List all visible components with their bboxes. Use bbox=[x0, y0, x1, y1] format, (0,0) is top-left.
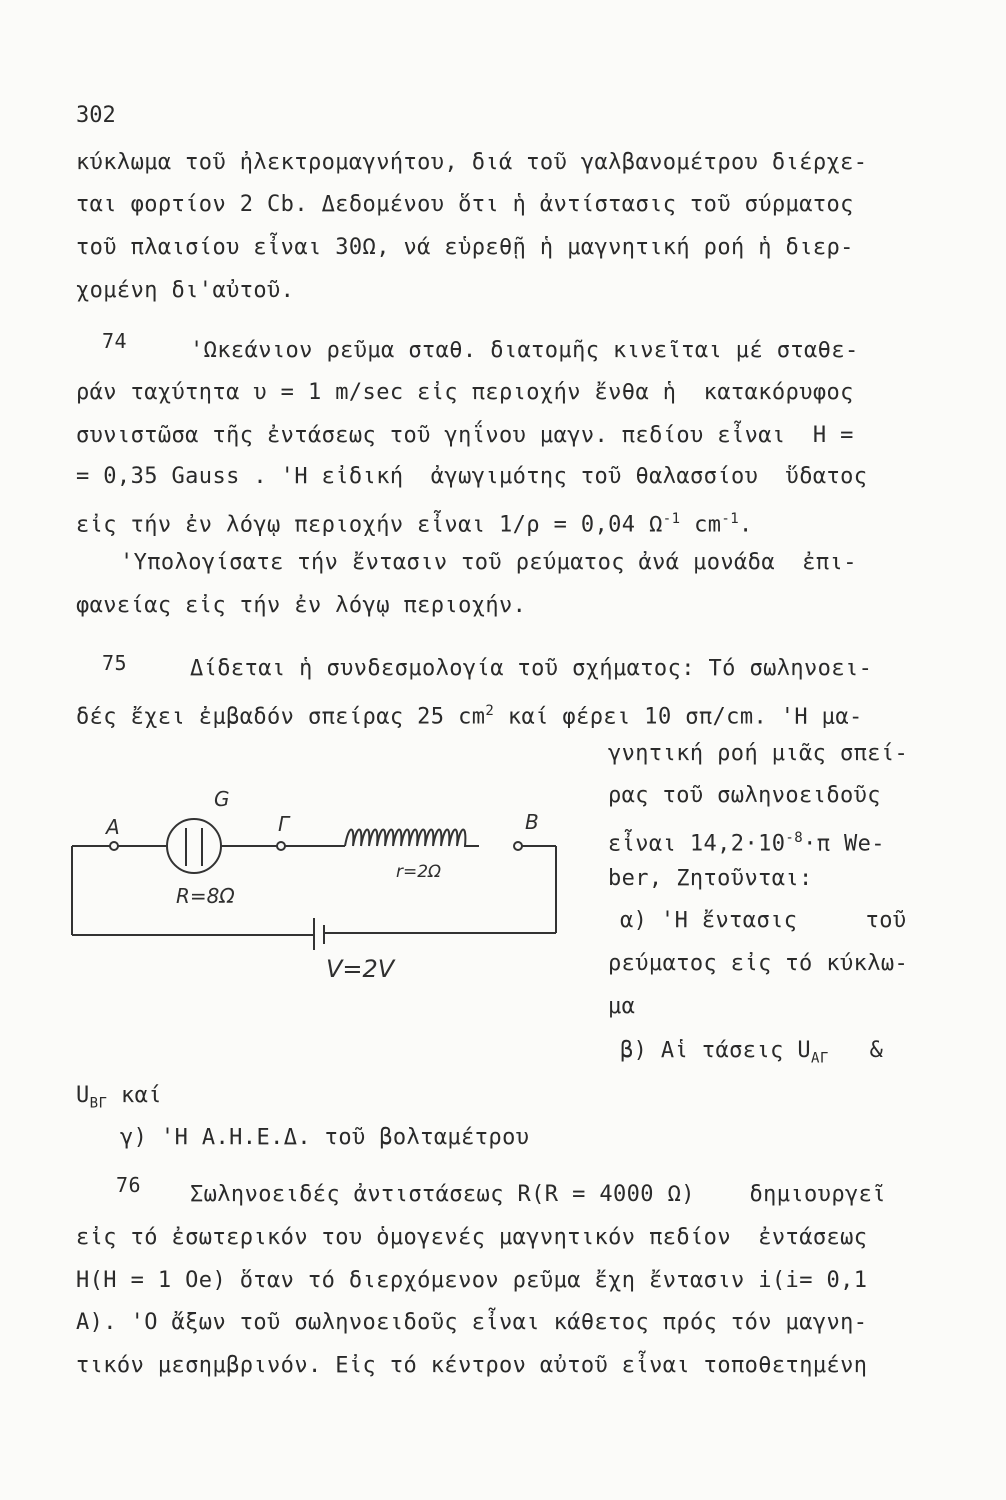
text-line: φανείας εἰς τήν ἐν λόγῳ περιοχήν. bbox=[76, 593, 527, 618]
text-line: ber, Ζητοῦνται: bbox=[608, 866, 813, 891]
text-line: χομένη δι'αὐτοῦ. bbox=[76, 278, 295, 303]
superscript: -1 bbox=[662, 511, 681, 527]
text-span: β) Αἱ τάσεις U bbox=[620, 1038, 812, 1063]
subscript: BΓ bbox=[89, 1095, 108, 1112]
text-line: κύκλωμα τοῦ ἠλεκτρομαγνήτου, διά τοῦ γαλβανομέτρου διέρχε- bbox=[76, 150, 868, 175]
label-voltage: V=2V bbox=[326, 955, 395, 983]
label-coil-resistance: r=2Ω bbox=[396, 862, 442, 882]
label-galvanometer: G bbox=[214, 787, 230, 811]
text-line: εἰς τό ἐσωτερικόν του ὁμογενές μαγνητικόν πεδίον ἐντάσεως bbox=[76, 1225, 868, 1250]
text-span: εἰς τήν ἐν λόγῳ περιοχήν εἶναι 1/ρ = 0,04 Ω bbox=[76, 512, 663, 538]
terminal-gamma bbox=[277, 842, 285, 850]
label-gamma: Γ bbox=[278, 812, 290, 836]
text-span: cm bbox=[680, 512, 722, 538]
text-span: & bbox=[828, 1038, 884, 1063]
text-line: = 0,35 Gauss . 'Η εἰδική ἀγωγιμότης τοῦ θαλασσίου ὕδατος bbox=[76, 464, 868, 489]
text-span: . bbox=[739, 512, 753, 538]
page-number: 302 bbox=[76, 103, 116, 128]
text-span: καί φέρει 10 σπ/cm. 'Η μα- bbox=[494, 704, 863, 730]
terminal-b bbox=[514, 842, 522, 850]
superscript: -1 bbox=[721, 511, 740, 527]
text-line: H(H = 1 Oe) ὅταν τό διερχόμενον ρεῦμα ἔχη ἔντασιν i(i= 0,1 bbox=[76, 1268, 868, 1293]
text-line: 'Υπολογίσατε τήν ἔντασιν τοῦ ρεύματος ἀνά μονάδα ἐπι- bbox=[120, 550, 857, 575]
label-b: B bbox=[525, 810, 539, 834]
text-line: τικόν μεσημβρινόν. Εἰς τό κέντρον αὐτοῦ εἶναι τοποθετημένη bbox=[76, 1353, 868, 1378]
superscript: 2 bbox=[485, 703, 495, 719]
text-line: A). 'O ἄξων τοῦ σωληνοειδοῦς εἶναι κάθετος πρός τόν μαγνη- bbox=[76, 1310, 868, 1335]
text-span: δές ἔχει ἐμβαδόν σπείρας 25 cm bbox=[76, 704, 486, 730]
problem-number-75: 75 bbox=[102, 651, 127, 675]
solenoid-coil bbox=[345, 830, 479, 847]
text-line: ται φορτίον 2 Cb. Δεδομένου ὅτι ἡ ἀντίστασις τοῦ σύρματος bbox=[76, 192, 854, 217]
text-span: ·π We- bbox=[803, 831, 885, 857]
text-line: ρεύματος εἰς τό κύκλω- bbox=[608, 951, 909, 976]
text-line: συνιστῶσα τῆς ἐντάσεως τοῦ γηΐνου μαγν. πεδίου εἶναι H = bbox=[76, 423, 854, 448]
text-span: U bbox=[76, 1083, 90, 1108]
problem-number-74: 74 bbox=[102, 329, 127, 353]
text-line: τοῦ πλαισίου εἶναι 30Ω, νά εὑρεθῇ ἡ μαγνητική ροή ἡ διερ- bbox=[76, 235, 854, 260]
text-line: γνητική ροή μιᾶς σπεί- bbox=[608, 741, 909, 766]
label-a: A bbox=[106, 815, 120, 839]
text-line: Δίδεται ἡ συνδεσμολογία τοῦ σχήματος: Τό σωληνοει- bbox=[190, 656, 873, 681]
text-line: ράν ταχύτητα υ = 1 m/sec εἰς περιοχήν ἔνθα ἡ κατακόρυφος bbox=[76, 380, 854, 405]
text-line: γ) 'Η Α.Η.Ε.Δ. τοῦ βολταμέτρου bbox=[120, 1125, 530, 1150]
text-line: μα bbox=[608, 994, 636, 1019]
text-line: Σωληνοειδές ἀντιστάσεως R(R = 4000 Ω) δημιουργεῖ bbox=[190, 1182, 886, 1207]
text-span: καί bbox=[107, 1083, 162, 1108]
label-resistance-r: R=8Ω bbox=[176, 884, 235, 908]
text-line: ρας τοῦ σωληνοειδοῦς bbox=[608, 783, 881, 808]
text-line: 'Ωκεάνιον ρεῦμα σταθ. διατομῆς κινεῖται μέ σταθε- bbox=[190, 338, 859, 363]
problem-number-76: 76 bbox=[116, 1173, 141, 1197]
text-span: εἶναι 14,2·10 bbox=[608, 831, 786, 857]
superscript: -8 bbox=[785, 830, 804, 846]
subscript: AΓ bbox=[811, 1050, 829, 1067]
galvanometer bbox=[167, 819, 221, 873]
terminal-a bbox=[110, 842, 118, 850]
text-line: α) 'Η ἔντασις τοῦ bbox=[620, 908, 907, 933]
